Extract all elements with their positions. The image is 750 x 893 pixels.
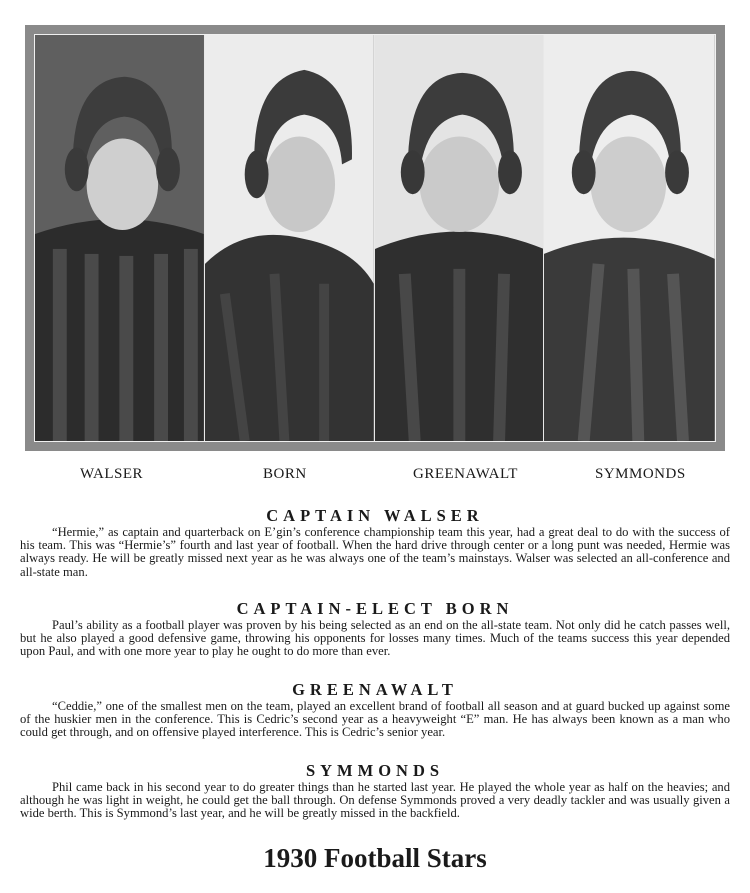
- section-title: CAPTAIN-ELECT BORN: [236, 599, 514, 618]
- photo-panel: [25, 25, 725, 451]
- section-walser: [20, 506, 730, 579]
- caption-symmonds: SYMMONDS: [595, 466, 686, 482]
- caption-greenawalt: GREENAWALT: [413, 466, 518, 482]
- caption-walser: WALSER: [80, 466, 143, 482]
- photo-walser: [35, 35, 205, 441]
- section-greenawalt: [20, 680, 730, 740]
- photo-frame: [34, 34, 716, 442]
- section-body: “Hermie,” as captain and quarterback on E’gin’s conference championship team this year, had a great deal to do with the success of his team. This was “Hermie’s” fourth and last year of football. When the hard drive through center or a long punt was needed, Hermie was always ready. He will be greatly missed next year as he was always one of the team’s mainstays. Walser was selected an all-conference and all-state man.: [20, 525, 730, 579]
- section-born: [20, 599, 730, 659]
- photo-greenawalt: [375, 35, 545, 441]
- section-body: Paul’s ability as a football player was proven by his being selected as an end on the all-state team. Not only did he catch passes well, but he also played a good defensive game, throwing his opponents for losses many times. Much of the teams success this year depended upon Paul, and with one more year to play he ought to do more than ever.: [20, 618, 730, 659]
- photo-captions: [25, 466, 725, 488]
- section-body: Phil came back in his second year to do greater things than he started last year. He played the whole year as half on the heavies; and although he was light in weight, he could get the ball through. On defense Symmonds proved a very deadly tackler and was usually given a wide berth. This is Symmond’s last year, and he will be greatly missed in the backfield.: [20, 780, 730, 821]
- section-title: CAPTAIN WALSER: [266, 506, 484, 525]
- page-title: 1930 Football Stars: [263, 843, 487, 873]
- section-body: “Ceddie,” one of the smallest men on the team, played an excellent brand of football all season and at guard bucked up against some of the huskier men in the conference. This is Cedric’s second year as a heavyweight “E” man. He has always been known as a man who could get through, and on offensive played interference. This is Cedric’s senior year.: [20, 699, 730, 740]
- section-title: SYMMONDS: [305, 761, 445, 780]
- caption-born: BORN: [263, 466, 307, 482]
- photo-symmonds: [544, 35, 715, 441]
- section-title: GREENAWALT: [292, 680, 458, 699]
- section-symmonds: [20, 761, 730, 821]
- photo-born: [205, 35, 375, 441]
